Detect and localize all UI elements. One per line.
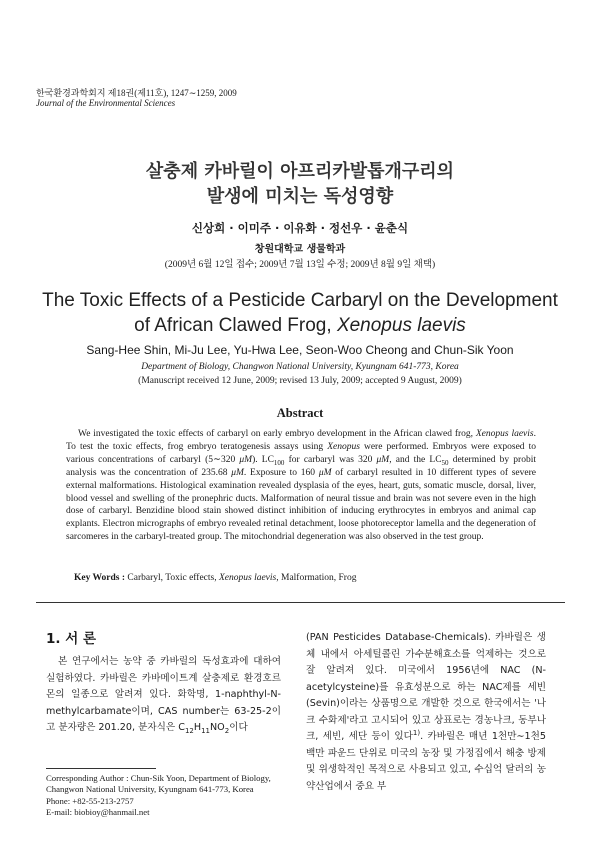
title-ko-line2: 발생에 미치는 독성영향 xyxy=(206,186,394,207)
abstract-text: of carbaryl resulted in 10 different types of severe external malformations. Histological examination revealed dysplasia of the eyes, heart, guts, somatic muscle, dorsal, liver, blood vessel and swelling of the pronephric ducts. Malformation of neural tissue and brain was not severe even in the high dose of carbaryl. Benzidine blood stain showed distinct inhibition of inducing erythrocytes in embryos and animal cap explants. Electron micrographs of embryo revealed retinal detachment, loose photoreceptor lamella and the degeneration of sarcomeres in the carbaryl-treated group. The mitochondrial degeneration was also observed in the test group. xyxy=(66,467,536,543)
abstract-text: , and the LC xyxy=(389,454,442,465)
journal-citation-ko: 한국환경과학회지 제18권(제11호), 1247∼1259, 2009 xyxy=(36,88,237,98)
formula-subscript: 12 xyxy=(184,726,194,735)
body-text: . 카바릴은 매년 1천만∼1천5백만 파운드 단위로 미국의 농장 및 가정집에서 해충 방제 및 위생학적인 목적으로 사용되고 있고, 수십억 달러의 농약산업에서 중요 부 xyxy=(306,731,546,792)
abstract-unit: μM xyxy=(239,454,253,465)
abstract-italic: Xenopus xyxy=(327,441,360,452)
formula-subscript: 2 xyxy=(224,726,230,735)
abstract-text: were performed. Embryos were exposed to various concentrations of carbaryl (5∼320 xyxy=(66,441,536,465)
abstract-text: determined by probit analysis was the concentration of 235.68 xyxy=(66,454,536,478)
abstract-text: . To test the toxic effects, frog embryo teratogenesis assays using xyxy=(66,429,536,452)
footnote-divider xyxy=(46,768,156,769)
abstract-text: . Exposure to 160 xyxy=(243,467,319,478)
abstract-text: ). LC xyxy=(252,454,274,465)
citation-superscript: 1) xyxy=(412,728,421,737)
authors-en: Sang-Hee Shin, Mi-Ju Lee, Yu-Hwa Lee, Seon-Woo Cheong and Chun-Sik Yoon xyxy=(86,343,514,357)
left-column-text xyxy=(46,654,281,737)
section-heading-introduction: 1. 서 론 xyxy=(46,631,97,647)
affiliation-en: Department of Biology, Changwon National University, Kyungnam 641-773, Korea xyxy=(141,362,459,372)
title-en-line1: The Toxic Effects of a Pesticide Carbaryl on the Development xyxy=(42,290,558,311)
abstract-italic: Xenopus laevis xyxy=(475,429,534,439)
abstract-body xyxy=(66,428,536,544)
abstract-subscript: 100 xyxy=(273,458,285,467)
dates-ko: (2009년 6월 12일 접수; 2009년 7월 13일 수정; 2009년 8월 9일 채택) xyxy=(164,260,436,270)
abstract-subscript: 50 xyxy=(441,458,449,467)
keywords-italic: Xenopus laevis xyxy=(218,573,277,583)
affiliation-ko: 창원대학교 생물학과 xyxy=(254,244,346,255)
body-text: NO xyxy=(210,722,225,733)
journal-name-en: Journal of the Environmental Sciences xyxy=(36,98,176,108)
body-text: 본 연구에서는 농약 중 카바릴의 독성효과에 대하여 실험하였다. 카바릴은 카바메이트계 살충제로 환경호르몬의 일종으로 알려져 있다. 화학명, 1-naphthyl-N-methylcarbamate이며, CAS number는 63-25-2이고 분자량은 201.20, 분자식은 C xyxy=(46,656,281,733)
authors-ko: 신상희 · 이미주 · 이유화 · 정선우 · 윤춘식 xyxy=(191,221,409,235)
phone: Phone: +82-55-213-2757 xyxy=(46,795,134,806)
body-text: (PAN Pesticides Database-Chemicals). 카바릴은 생체 내에서 아세틸콜린 가수분해효소를 억제하는 것으로 잘 알려져 있다. 미국에서 1956년에 NAC (N-acetylcysteine)를 유효성분으로 하는 NAC제를 세빈(Sevin)이라는 상품명으로 개발한 것으로 한국에서는 '나크 수화제'라고 고시되어 있고 상표로는 경농나크, 동부나크, 세빈, 세단 등이 있다 xyxy=(306,632,546,742)
body-text: H xyxy=(193,722,202,733)
section-divider xyxy=(36,602,565,603)
body-text: 이다 xyxy=(229,722,248,733)
abstract-unit: μM xyxy=(318,467,332,478)
right-column-text xyxy=(306,630,546,795)
title-ko-line1: 살충제 카바릴이 아프리카발톱개구리의 xyxy=(145,161,455,182)
title-en-line2 xyxy=(0,315,600,337)
abstract-heading: Abstract xyxy=(276,406,324,420)
keywords-text: , Malformation, Frog xyxy=(276,573,357,583)
abstract-text: for carbaryl was 320 xyxy=(284,454,377,465)
abstract-unit: μM xyxy=(231,467,244,478)
footnote xyxy=(46,773,281,818)
keywords-text: Carbaryl, Toxic effects, xyxy=(125,573,219,583)
keywords-label: Key Words : xyxy=(74,573,126,583)
corresponding-author: Corresponding Author : Chun-Sik Yoon, Department of Biology, Changwon National University, Kyungnam 641-773, Korea xyxy=(46,773,271,795)
title-en-line2-text: of African Clawed Frog, xyxy=(134,315,337,336)
abstract-unit: μM xyxy=(376,454,390,465)
abstract-text: We investigated the toxic effects of carbaryl on early embryo development in the African clawed frog, xyxy=(78,429,476,439)
title-en-species: Xenopus laevis xyxy=(336,315,466,336)
keywords xyxy=(74,573,356,583)
email: E-mail: biobioy@hanmail.net xyxy=(46,806,150,817)
manuscript-dates-en: (Manuscript received 12 June, 2009; revised 13 July, 2009; accepted 9 August, 2009) xyxy=(138,376,462,386)
formula-subscript: 11 xyxy=(201,726,210,735)
